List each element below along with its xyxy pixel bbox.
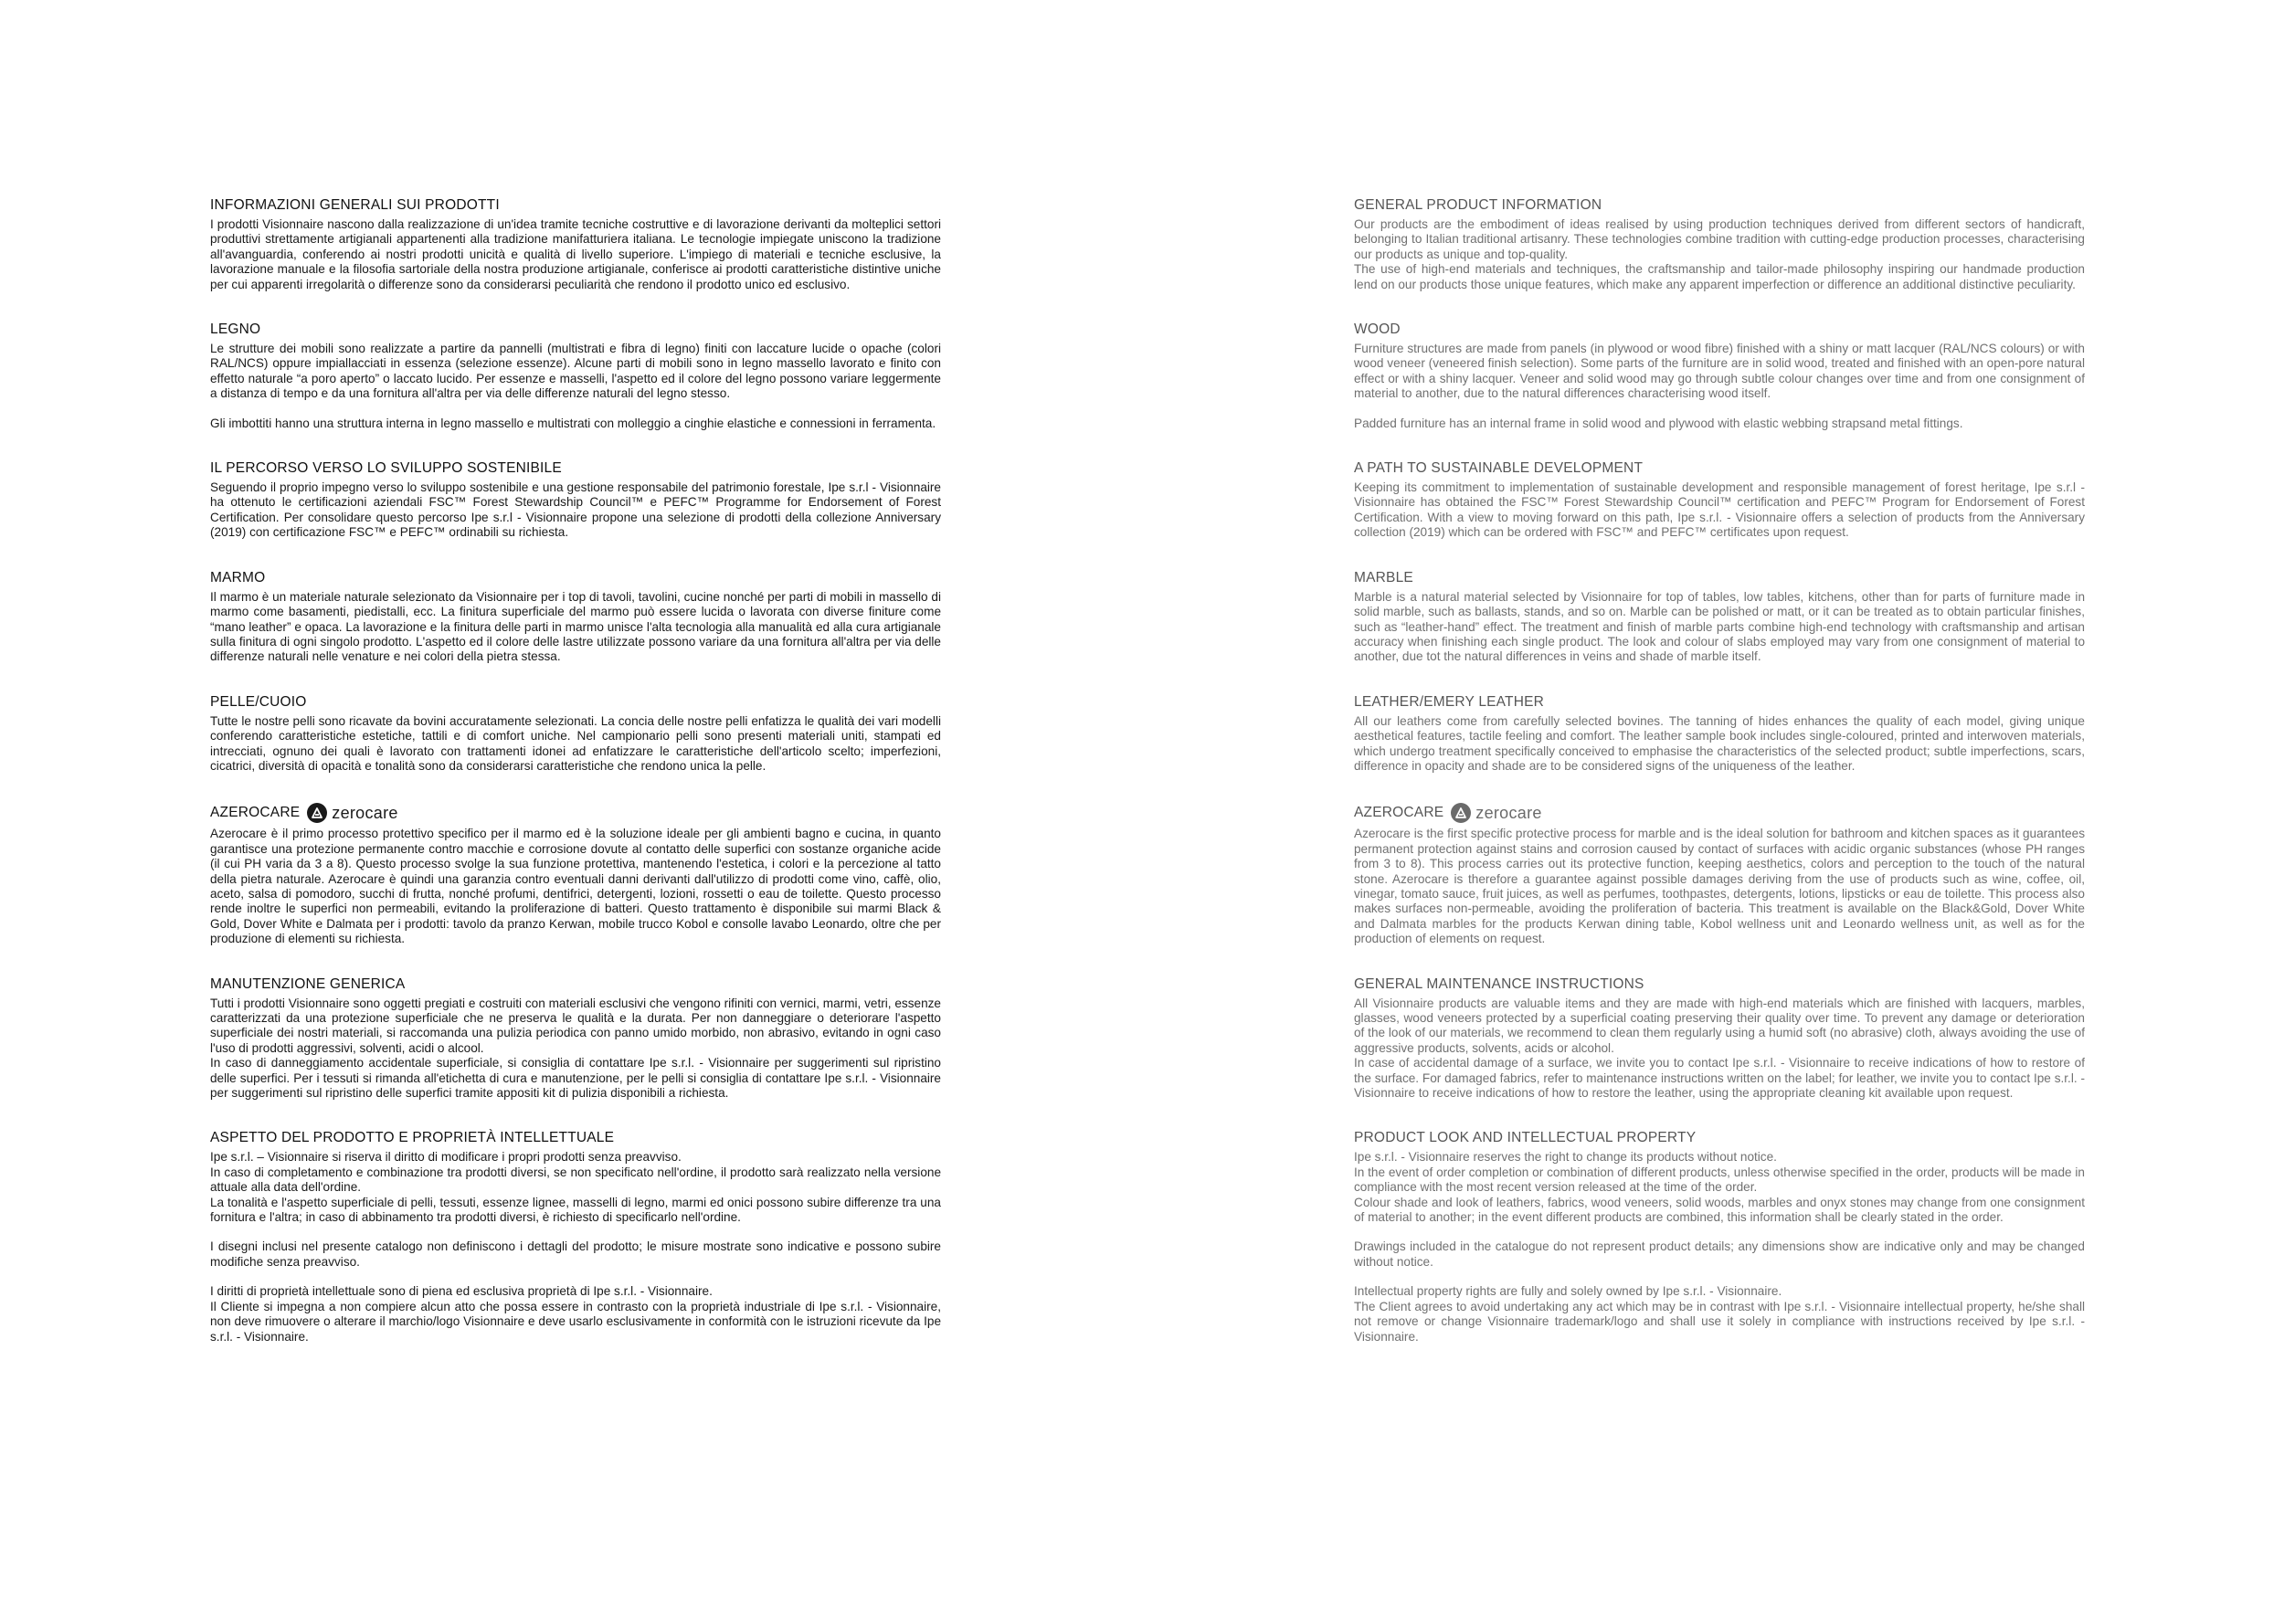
section-heading: GENERAL PRODUCT INFORMATION <box>1354 197 1602 213</box>
section-heading: PELLE/CUOIO <box>210 693 307 710</box>
section-sustainable-it <box>210 460 941 541</box>
azerocare-logo <box>307 803 397 823</box>
section-heading: AZEROCARE <box>1354 805 1444 821</box>
section-paragraph: All Visionnaire products are valuable items and they are made with high-end materials which are finished with lacquers, marbles, glasses, wood veneers protected by a superficial coating preserving their quality over time. To prevent any damage or deterioration of the look of our materials, we recommend to clean them regularly using a humid soft (no abrasive) cloth, always avoiding the use of aggressive products, solvents, acids or alcohol. In case of accidental damage of a surface, we invite you to contact Ipe s.r.l. - Visionnaire to receive indications of how to restore of the surface. For damaged fabrics, refer to maintenance instructions written on the label; for leather, we invite you to contact Ipe s.r.l. - Visionnaire to receive indications of how to restore the leather, using the appropriate cleaning kit available upon request. <box>1354 996 2085 1101</box>
section-paragraph: Tutti i prodotti Visionnaire sono oggetti pregiati e costruiti con materiali esclusivi che vengono rifiniti con vernici, marmi, vetri, essenze caratterizzati da una protezione superficiale che ne preserva le qualità e la durata. Per non danneggiare o deteriorare l'aspetto superficiale dei nostri materiali, si raccomanda una pulizia periodica con panno umido morbido, non abrasivo, evitando in ogni caso l'uso di prodotti aggressivi, solventi, acidi o alcool. In caso di danneggiamento accidentale superficiale, si consiglia di contattare Ipe s.r.l. - Visionnaire per suggerimenti sul ripristino delle superfici. Per i tessuti si rimanda all'etichetta di cura e manutenzione, per le pelli si consiglia di contattare Ipe s.r.l. - Visionnaire per suggerimenti sul ripristino delle superfici tramite appositi kit di pulizia disponibili a richiesta. <box>210 996 941 1101</box>
azerocare-logo-icon <box>1451 803 1471 823</box>
section-heading: MARMO <box>210 569 266 585</box>
section-heading: MARBLE <box>1354 569 1413 585</box>
section-paragraph: Marble is a natural material selected by Visionnaire for top of tables, low tables, kitchens, other than for parts of furniture made in solid marble, such as ballasts, stands, and so on. Marble can be polished or matt, or it can be treated as to obtain particular finishes, such as “leather-hand” effect. The treatment and finish of marble parts combine high-end technology with craftsmanship and artisan accuracy when finishing each single product. The look and colour of slabs employed may vary from one consignment of material to another, due tot the natural differences in veins and shade of marble itself. <box>1354 589 2085 664</box>
english-column <box>1354 197 2085 1374</box>
section-sustainable-en <box>1354 460 2085 541</box>
section-heading: LEGNO <box>210 322 261 338</box>
section-leather-it <box>210 694 941 775</box>
section-marble-it <box>210 570 941 665</box>
section-heading: ASPETTO DEL PRODOTTO E PROPRIETÀ INTELLETTUALE <box>210 1130 615 1146</box>
section-heading: IL PERCORSO VERSO LO SVILUPPO SOSTENIBILE <box>210 460 562 477</box>
section-heading: A PATH TO SUSTAINABLE DEVELOPMENT <box>1354 460 1644 477</box>
section-paragraph: Drawings included in the catalogue do not represent product details; any dimensions show are indicative only and may be changed without notice. <box>1354 1239 2085 1269</box>
section-paragraph: I disegni inclusi nel presente catalogo non definiscono i dettagli del prodotto; le misure mostrate sono indicative e possono subire modifiche senza preavviso. <box>210 1239 941 1269</box>
section-heading: PRODUCT LOOK AND INTELLECTUAL PROPERTY <box>1354 1130 1697 1146</box>
section-paragraph: Tutte le nostre pelli sono ricavate da bovini accuratamente selezionati. La concia delle nostre pelli enfatizza le qualità dei vari modelli conferendo caratteristiche estetiche, tattili e di comfort uniche. Nel campionario pelli sono presenti materiali uniti, stampati ed intrecciati, ognuno dei quali è lavorato con trattamenti idonei ad enfatizzare le caratteristiche dell'articolo scelto; imperfezioni, cicatrici, diversità di opacità e tonalità sono da considerarsi caratteristiche che rendono unica la pelle. <box>210 713 941 773</box>
section-heading: LEATHER/EMERY LEATHER <box>1354 693 1545 710</box>
azerocare-logo-text: zerocare <box>1475 804 1542 823</box>
section-paragraph: Intellectual property rights are fully and solely owned by Ipe s.r.l. - Visionnaire. The Client agrees to avoid undertaking any act which may be in contrast with Ipe s.r.l. - Visionnaire intellectual property, he/she shall not remove or change Visionnaire trademark/logo and shall use it solely in compliance with instructions received by Ipe s.r.l. - Visionnaire. <box>1354 1284 2085 1344</box>
section-azerocare-it <box>210 803 941 946</box>
section-paragraph: Ipe s.r.l. - Visionnaire reserves the right to change its products without notice. In the event of order completion or combination of different products, unless otherwise specified in the order, products will be made in compliance with the most recent version released at the time of the order. Colour shade and look of leathers, fabrics, wood veneers, solid woods, marbles and onyx stones may change from one consignment of material to another; in the event different products are combined, this information shall be clearly stated in the order. <box>1354 1150 2085 1225</box>
section-azerocare-en <box>1354 803 2085 946</box>
section-heading: GENERAL MAINTENANCE INSTRUCTIONS <box>1354 975 1644 992</box>
section-property-it <box>210 1130 941 1344</box>
section-wood-it <box>210 322 941 431</box>
section-wood-en <box>1354 322 2085 431</box>
section-heading-row <box>210 803 941 823</box>
section-heading-row <box>1354 803 2085 823</box>
section-heading: WOOD <box>1354 322 1401 338</box>
section-paragraph: Azerocare is the first specific protective process for marble and is the ideal solution for bathroom and kitchen spaces as it guarantees permanent protection against stains and corrosion caused by contact of surfaces with acidic organic substances (whose PH ranges from 3 to 8). This process carries out its protective function, keeping aesthetics, colors and perception to the touch of the natural stone. Azerocare is therefore a guarantee against possible damages deriving from the use of products such as wine, coffee, oil, vinegar, tomato sauce, fruit juices, as well as perfumes, toothpastes, detergents, lotions, lipsticks or eau de toilette. This process also makes surfaces non-permeable, avoiding the proliferation of bacteria. This treatment is available on the Black&Gold, Dover White and Dalmata marbles for the products Kerwan dining table, Kobol wellness unit and Leonardo wellness unit, as well as for the production of elements on request. <box>1354 827 2085 946</box>
section-paragraph: Il marmo è un materiale naturale selezionato da Visionnaire per i top di tavoli, tavolini, cucine nonché per parti di mobili in massello di marmo come basamenti, piedistalli, ecc. La finitura superficiale del marmo può essere lucida o lavorata con diverse finiture come “mano leather” e opaca. La lavorazione e la finitura delle parti in marmo unisce l'alta tecnologia alla manualità ed alla cura artigianale sulla finitura di ogni singolo prodotto. L'aspetto ed il colore delle lastre utilizzate possono variare da una fornitura all'altra per via delle differenze naturali nelle venature e nei colori della pietra stessa. <box>210 589 941 664</box>
section-maintenance-it <box>210 976 941 1102</box>
section-paragraph: Gli imbottiti hanno una struttura interna in legno massello e multistrati con molleggio a cinghie elastiche e connessioni in ferramenta. <box>210 416 936 430</box>
section-paragraph: Azerocare è il primo processo protettivo specifico per il marmo ed è la soluzione ideale per gli ambienti bagno e cucina, in quanto garantisce una protezione permanente contro macchie e corrosione dovute al contatto delle superfici con sostanze organiche acide (il cui PH varia da 3 a 8). Questo processo svolge la sua funzione protettiva, mantenendo l'estetica, i colori e la percezione al tatto della pietra naturale. Azerocare è quindi una garanzia contro eventuali danni derivanti dall'utilizzo di prodotti come vino, caffè, olio, aceto, salsa di pomodoro, succhi di frutta, nonché profumi, dentifrici, detergenti, lozioni, rossetti o eau de toilette. Questo processo rende inoltre le superfici non permeabili, evitando la proliferazione di batteri. Questo trattamento è disponibile sui marmi Black & Gold, Dover White e Dalmata per i prodotti: tavolo da pranzo Kerwan, mobile trucco Kobol e consolle lavabo Leonardo, oltre che per produzione di elementi su richiesta. <box>210 827 941 946</box>
section-leather-en <box>1354 694 2085 775</box>
section-maintenance-en <box>1354 976 2085 1102</box>
section-paragraph: All our leathers come from carefully selected bovines. The tanning of hides enhances the quality of each model, giving unique aesthetical features, tactile feeling and comfort. The leather sample book includes single-coloured, printed and interwoven materials, which undergo treatment specifically conceived to emphasise the characteristics of the selected product; subtle imperfections, scars, difference in opacity and shade are to be considered signs of the uniqueness of the leather. <box>1354 713 2085 773</box>
section-paragraph: Le strutture dei mobili sono realizzate a partire da pannelli (multistrati e fibra di legno) finiti con laccature lucide o opache (colori RAL/NCS) oppure impiallacciati in essenza (selezione essenze). Alcune parti di mobili sono in legno massello lavorato e finito con effetto naturale “a poro aperto” o laccato lucido. Per essenze e masselli, l'aspetto ed il colore del legno possono variare leggermente a distanza di tempo e da una fornitura all'altra per via delle differenze naturali del legno stesso. <box>210 342 941 401</box>
section-marble-en <box>1354 570 2085 665</box>
azerocare-logo-icon <box>307 803 327 823</box>
section-general-info-en <box>1354 197 2085 292</box>
section-paragraph: Furniture structures are made from panels (in plywood or wood fibre) finished with a shiny or matt lacquer (RAL/NCS colours) or with wood veneer (veneered finish selection). Some parts of the furniture are in solid wood, treated and finished with an open-pore natural effect or with a shiny lacquer. Veneer and solid wood may go through subtle colour changes over time and from one consignment of material to another, due to the natural differences characterising wood itself. <box>1354 342 2085 401</box>
section-paragraph: Padded furniture has an internal frame in solid wood and plywood with elastic webbing strapsand metal fittings. <box>1354 416 1963 430</box>
azerocare-logo <box>1451 803 1541 823</box>
section-property-en <box>1354 1130 2085 1344</box>
section-general-info-it <box>210 197 941 292</box>
section-paragraph: I prodotti Visionnaire nascono dalla realizzazione di un'idea tramite tecniche costruttive e di lavorazione derivanti da molteplici settori produttivi strettamente artigianali appartenenti alla tradizione manifatturiera italiana. Le tecnologie impiegate uniscono la tradizione all'avanguardia, conferendo ai nostri prodotti unicità e qualità di livello superiore. L'impiego di materiali e tecniche esclusive, la lavorazione manuale e la filosofia sartoriale della nostra produzione artigianale, conferisce ai prodotti caratteristiche distintive uniche per cui apparenti irregolarità o differenze sono da considerarsi peculiarità che rendono il prodotto unico ed esclusivo. <box>210 217 941 291</box>
section-paragraph: Our products are the embodiment of ideas realised by using production techniques derived from different sectors of handicraft, belonging to Italian traditional artisanry. These technologies combine tradition with cutting-edge production processes, characterising our products as unique and top-quality. The use of high-end materials and techniques, the craftsmanship and tailor-made philosophy inspiring our handmade production lend on our products those unique features, which make any apparent imperfection or difference an additional distinctive peculiarity. <box>1354 217 2085 291</box>
section-paragraph: Ipe s.r.l. – Visionnaire si riserva il diritto di modificare i propri prodotti senza preavviso. In caso di completamento e combinazione tra prodotti diversi, se non specificato nell'ordine, il prodotto sarà realizzato nella versione attuale alla data dell'ordine. La tonalità e l'aspetto superficiale di pelli, tessuti, essenze lignee, masselli di legno, marmi ed onici possono subire differenze tra una fornitura e l'altra; in caso di abbinamento tra prodotti diversi, è richiesto di specificarlo nell'ordine. <box>210 1150 941 1225</box>
section-paragraph: Keeping its commitment to implementation of sustainable development and responsible management of forest heritage, Ipe s.r.l - Visionnaire has obtained the FSC™ Forest Stewardship Council™ certification and PEFC™ Program for Endorsement of Forest Certification. With a view to moving forward on this path, Ipe s.r.l. - Visionnaire offers a selection of products from the Anniversary collection (2019) which can be ordered with FSC™ and PEFC™ certificates upon request. <box>1354 480 2085 540</box>
italian-column <box>210 197 941 1374</box>
azerocare-logo-text: zerocare <box>332 804 398 823</box>
section-heading: INFORMAZIONI GENERALI SUI PRODOTTI <box>210 197 500 213</box>
section-paragraph: Seguendo il proprio impegno verso lo sviluppo sostenibile e una gestione responsabile del patrimonio forestale, Ipe s.r.l - Visionnaire ha ottenuto le certificazioni aziendali FSC™ Forest Stewardship Council™ e PEFC™ Programme for Endorsement of Forest Certification. Per consolidare questo percorso Ipe s.r.l - Visionnaire propone una selezione di prodotti della collezione Anniversary (2019) con certificazione FSC™ e PEFC™ ordinabili su richiesta. <box>210 480 941 540</box>
section-paragraph: I diritti di proprietà intellettuale sono di piena ed esclusiva proprietà di Ipe s.r.l. - Visionnaire. Il Cliente si impegna a non compiere alcun atto che possa essere in contrasto con la proprietà industriale di Ipe s.r.l. - Visionnaire, non deve rimuovere o alterare il marchio/logo Visionnaire e deve usarlo esclusivamente in conformità con le istruzioni ricevute da Ipe s.r.l. - Visionnaire. <box>210 1284 941 1344</box>
section-heading: MANUTENZIONE GENERICA <box>210 975 406 992</box>
section-heading: AZEROCARE <box>210 805 301 821</box>
